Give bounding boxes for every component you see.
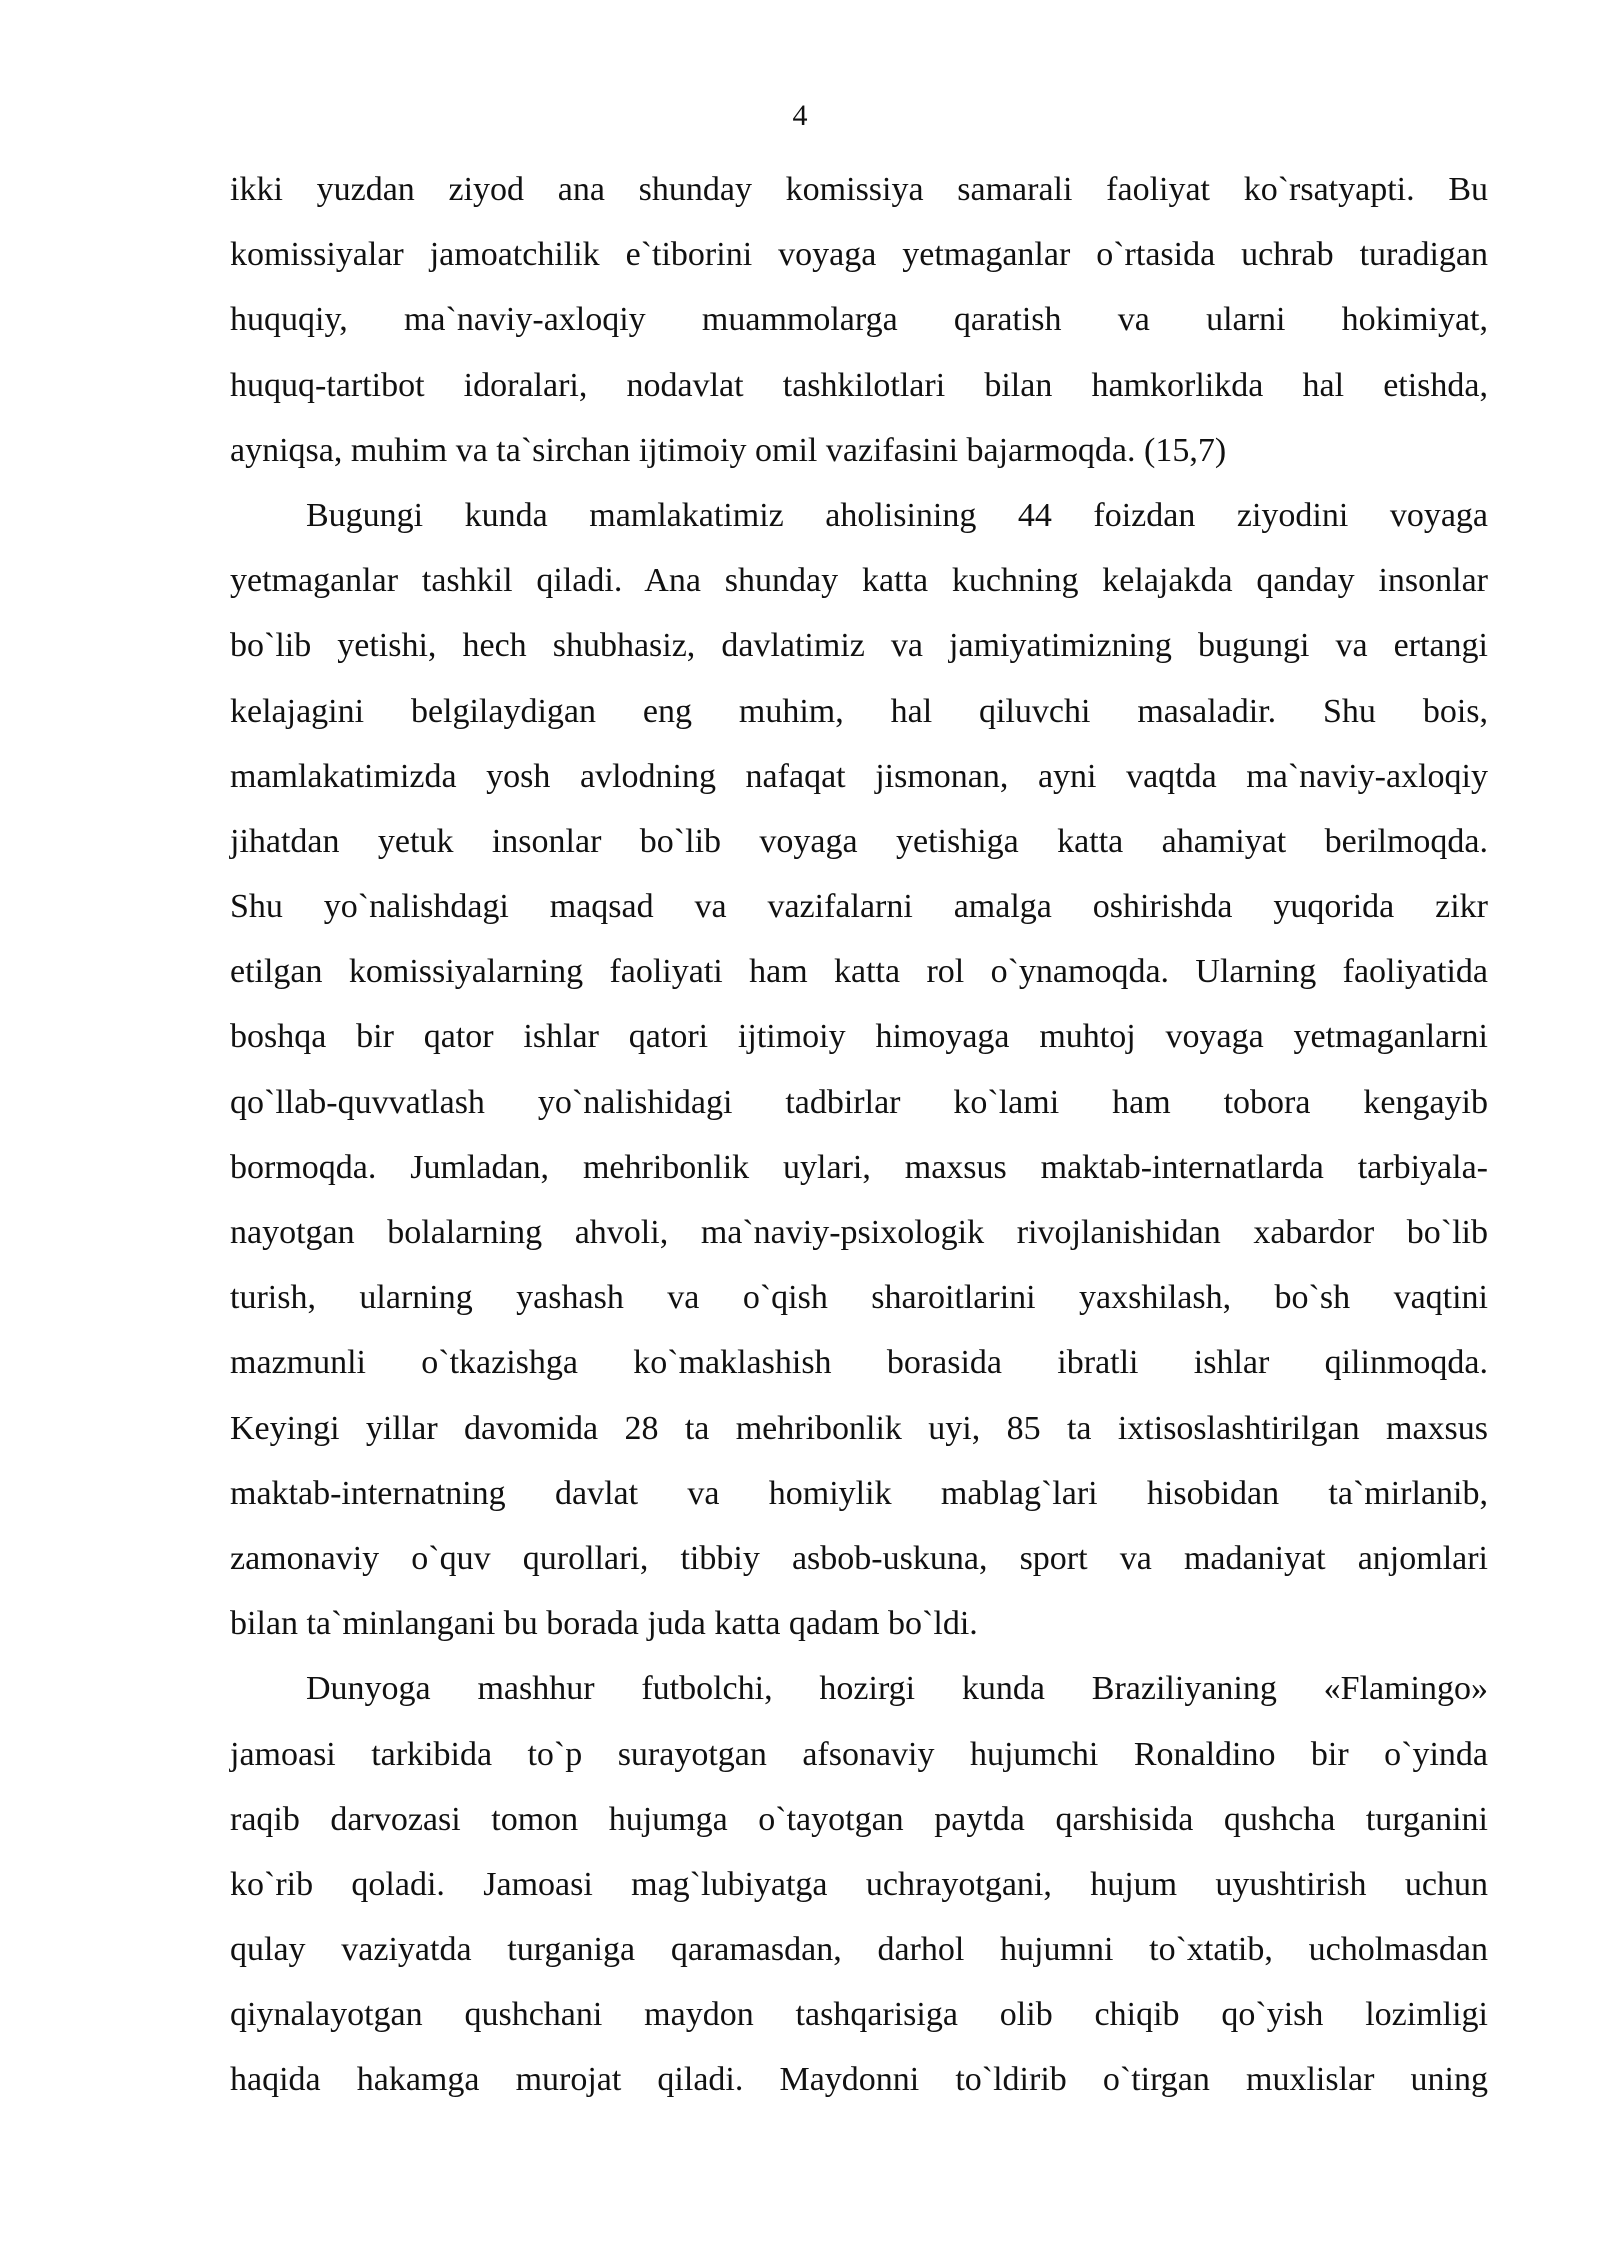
text-line: Keyingi yillar davomida 28 ta mehribonlik uyi, 85 ta ixtisoslashtirilgan maxsus bbox=[230, 1409, 1488, 1447]
text-line: bilan ta`minlangani bu borada juda katta qadam bo`ldi. bbox=[230, 1605, 978, 1643]
text-line: haqida hakamga murojat qiladi. Maydonni to`ldirib o`tirgan muxlislar uning bbox=[230, 2061, 1488, 2099]
text-line: Dunyoga mashhur futbolchi, hozirgi kunda Braziliyaning «Flamingo» bbox=[306, 1670, 1488, 1708]
text-line: kelajagini belgilaydigan eng muhim, hal qiluvchi masaladir. Shu bois, bbox=[230, 692, 1488, 730]
body-text bbox=[230, 167, 1488, 2123]
text-line: mazmunli o`tkazishga ko`maklashish borasida ibratli ishlar qilinmoqda. bbox=[230, 1344, 1488, 1382]
text-line: jihatdan yetuk insonlar bo`lib voyaga yetishiga katta ahamiyat berilmoqda. bbox=[230, 822, 1488, 860]
text-line: bormoqda. Jumladan, mehribonlik uylari, maxsus maktab-internatlarda tarbiyala- bbox=[230, 1148, 1488, 1186]
text-line: qo`llab-quvvatlash yo`nalishidagi tadbirlar ko`lami ham tobora kengayib bbox=[230, 1083, 1488, 1121]
text-line: yetmaganlar tashkil qiladi. Ana shunday katta kuchning kelajakda qanday insonlar bbox=[230, 562, 1488, 600]
text-line: qulay vaziyatda turganiga qaramasdan, darhol hujumni to`xtatib, ucholmasdan bbox=[230, 1931, 1488, 1969]
text-line: raqib darvozasi tomon hujumga o`tayotgan paytda qarshisida qushcha turganini bbox=[230, 1800, 1488, 1838]
text-line: jamoasi tarkibida to`p surayotgan afsonaviy hujumchi Ronaldino bir o`yinda bbox=[230, 1735, 1488, 1773]
text-line: turish, ularning yashash va o`qish sharoitlarini yaxshilash, bo`sh vaqtini bbox=[230, 1279, 1488, 1317]
text-line: nayotgan bolalarning ahvoli, ma`naviy-psixologik rivojlanishidan xabardor bo`lib bbox=[230, 1214, 1488, 1251]
text-line: mamlakatimizda yosh avlodning nafaqat jismonan, ayni vaqtda ma`naviy-axloqiy bbox=[230, 757, 1488, 795]
text-line: etilgan komissiyalarning faoliyati ham katta rol o`ynamoqda. Ularning faoliyatida bbox=[230, 953, 1488, 991]
text-line: bo`lib yetishi, hech shubhasiz, davlatimiz va jamiyatimizning bugungi va ertangi bbox=[230, 627, 1488, 665]
text-line: huquq-tartibot idoralari, nodavlat tashkilotlari bilan hamkorlikda hal etishda, bbox=[230, 366, 1488, 404]
text-line: maktab-internatning davlat va homiylik mablag`lari hisobidan ta`mirlanib, bbox=[230, 1474, 1488, 1512]
text-line: boshqa bir qator ishlar qatori ijtimoiy himoyaga muhtoj voyaga yetmaganlarni bbox=[230, 1018, 1488, 1056]
text-line: ko`rib qoladi. Jamoasi mag`lubiyatga uchrayotgani, hujum uyushtirish uchun bbox=[230, 1865, 1488, 1903]
text-line: qiynalayotgan qushchani maydon tashqarisiga olib chiqib qo`yish lozimligi bbox=[230, 1996, 1488, 2034]
text-line: komissiyalar jamoatchilik e`tiborini voyaga yetmaganlar o`rtasida uchrab turadigan bbox=[230, 236, 1488, 274]
page-number: 4 bbox=[792, 99, 808, 132]
text-line: ikki yuzdan ziyod ana shunday komissiya samarali faoliyat ko`rsatyapti. Bu bbox=[230, 171, 1488, 208]
text-line: Shu yo`nalishdagi maqsad va vazifalarni amalga oshirishda yuqorida zikr bbox=[230, 888, 1488, 926]
text-line: ayniqsa, muhim va ta`sirchan ijtimoiy omil vazifasini bajarmoqda. (15,7) bbox=[230, 431, 1227, 469]
text-line: zamonaviy o`quv qurollari, tibbiy asbob-uskuna, sport va madaniyat anjomlari bbox=[230, 1539, 1488, 1577]
text-line: Bugungi kunda mamlakatimiz aholisining 44 foizdan ziyodini voyaga bbox=[306, 496, 1488, 534]
text-line: huquqiy, ma`naviy-axloqiy muammolarga qaratish va ularni hokimiyat, bbox=[230, 301, 1488, 339]
